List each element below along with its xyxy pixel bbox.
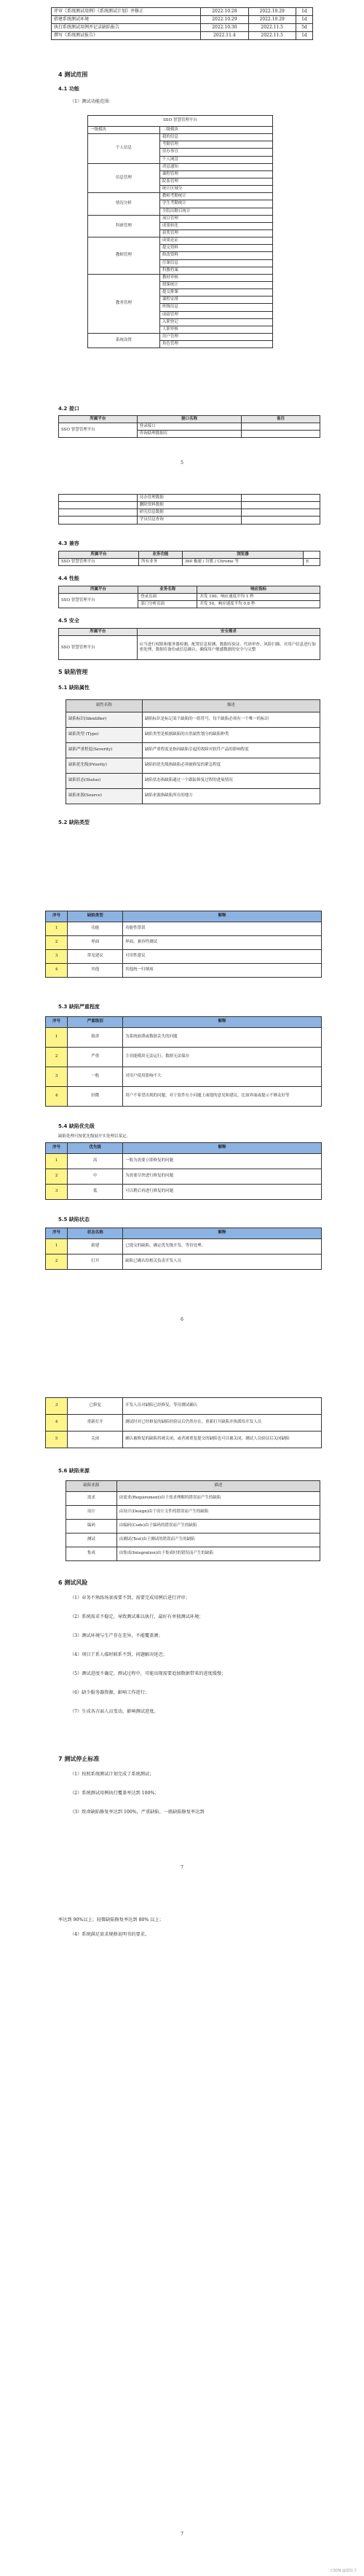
column-header: 严重级别: [68, 1017, 123, 1028]
column-header: 解释: [123, 911, 322, 922]
attr-name-cell: 缺陷严重程度(Severity): [66, 743, 143, 758]
note-cell: [242, 509, 320, 517]
section-5-title: 5 缺陷管理: [58, 669, 88, 675]
attr-name-cell: 缺陷优先级(Priority): [66, 758, 143, 774]
row-key-cell: 关闭: [68, 1432, 123, 1448]
submodule-cell: 我的信息: [159, 134, 272, 141]
table-row: [46, 1067, 322, 1087]
row-key-cell: 已修复: [68, 1398, 123, 1415]
table-cell: 评审《系统测试用例》《系统测试计划》并修正: [52, 8, 201, 16]
row-key-cell: 功能: [68, 922, 123, 936]
table-header-row: [46, 1017, 322, 1028]
type-table: [45, 911, 322, 978]
submodule-cell: 学生考勤统计: [159, 200, 272, 208]
table-row: [88, 134, 273, 141]
platform-cell: [59, 502, 138, 509]
row-desc-cell: 其他统一归纳项: [123, 964, 322, 978]
row-number-cell: 1: [46, 922, 68, 936]
module-cell: 教师管理: [88, 237, 160, 275]
row-number-cell: 4: [46, 1087, 68, 1107]
submodule-cell: 课程安排: [159, 297, 272, 304]
submodule-cell: 课程管理: [159, 170, 272, 178]
table-row: [66, 743, 320, 758]
section-7-title: 7 测试停止标准: [58, 1756, 100, 1762]
table-header-row: [66, 1481, 320, 1492]
table-row: [46, 936, 322, 950]
stop-cont: 率达到 90%以上；轻微缺陷修复率达到 80% 以上；: [58, 1917, 164, 1923]
table-row: [52, 8, 313, 16]
status-table-cont: [45, 1397, 322, 1448]
iface-table-cont: [58, 494, 320, 525]
row-number-cell: 2: [46, 1169, 68, 1185]
row-key-cell: 中: [68, 1169, 123, 1185]
attr-desc-cell: 缺陷状态指缺陷通过一个跟踪修复过程的进展情况: [142, 774, 320, 789]
platform-cell: [59, 517, 138, 524]
table-row: [66, 1492, 320, 1506]
submodule-cell: 提交排课: [159, 289, 272, 297]
row-desc-cell: 功能性错误: [123, 922, 322, 936]
submodule-cell: 用户管理: [159, 333, 272, 340]
table-cell: 登录页面: [138, 594, 197, 601]
submodule-cell: 成绩管理: [159, 311, 272, 318]
security-text-cell: 应当进行权限和服务器检测，配置信息检测、数据库验证、代码审查、风险扫描，对用户信息进行加密处理，数据库备份或信息确认；确保用户敏感数据的安全与完整: [137, 636, 320, 660]
perf-table: [58, 586, 320, 608]
table-cell: 2022.10.29: [248, 8, 296, 16]
table-cell: 并发 100，响应速度平均 1 秒: [197, 594, 320, 601]
row-desc-cell: 可以稍后再进行修复的问题: [123, 1185, 322, 1200]
row-key-cell: 其他: [68, 964, 123, 978]
table-row: [66, 1547, 320, 1561]
row-key-cell: 打开: [68, 1254, 123, 1270]
column-header: 状态名称: [68, 1228, 123, 1239]
row-number-cell: 4: [46, 964, 68, 978]
table-row: [46, 1154, 322, 1169]
table-row: [66, 758, 320, 774]
row-number-cell: 5: [46, 1432, 68, 1448]
submodule-cell: 提交资料: [159, 245, 272, 252]
table-header-row: [59, 551, 320, 559]
attr-name-cell: 缺陷来源(Source): [66, 789, 143, 804]
column-header: 序号: [46, 1017, 68, 1028]
submodule-cell: 入职登记: [159, 318, 272, 326]
column-header: 优先级: [68, 1143, 123, 1154]
attr-desc-cell: 缺陷的优先级指缺陷必须被修复的紧急程度: [142, 758, 320, 774]
table-row: [88, 274, 273, 281]
table-header-row: [59, 416, 320, 423]
row-desc-cell: 用户不希望出现的问题，对于软件在小问题上面提的意见和建议，比如界面或提示不够友好等: [123, 1087, 322, 1107]
note-cell: [242, 495, 320, 502]
column-header: 序号: [46, 1228, 68, 1239]
platform-cell: [59, 495, 138, 502]
table-header-row: [59, 586, 320, 594]
stop-item-4: （4）系统满足需求规格说明书的要求。: [70, 1932, 150, 1937]
column-header: 所属平台: [59, 551, 139, 559]
platform-cell: SSO 智慧管理平台: [59, 636, 138, 660]
table-row: [46, 1169, 322, 1185]
section-4-2-title: 4.2 接口: [58, 406, 79, 412]
table-cell: 执行系统测试用例并记录缺陷报告: [52, 24, 201, 32]
row-number-cell: 4: [46, 1415, 68, 1432]
row-number-cell: 3: [46, 1067, 68, 1087]
source-name-cell: 设计: [66, 1506, 117, 1520]
platform-cell: SSO 智慧管理平台: [59, 594, 138, 608]
table-row: [59, 495, 320, 502]
table-row: [66, 1520, 320, 1534]
section-4-title: 4 测试范围: [58, 71, 88, 78]
row-number-cell: 3: [46, 1398, 68, 1415]
page-number-5: 5: [181, 460, 183, 466]
list-item: （3）测试环境与生产存在差异，不能覆盖测；: [70, 1633, 163, 1638]
module-cell: 科研管理: [88, 215, 160, 237]
table-row: [52, 32, 313, 40]
submodule-cell: 消息通知: [159, 163, 272, 170]
submodule-cell: 统计区域分: [159, 186, 272, 193]
table-row: [52, 16, 313, 24]
list-item: （1）按照系统测试计划完成了系统测试；: [70, 1772, 154, 1777]
row-number-cell: 1: [46, 1154, 68, 1169]
table-title: SSO 智慧管理平台: [88, 116, 273, 127]
list-item: （3）致命缺陷修复率达到 100%，严重缺陷、一般缺陷修复率达到: [70, 1810, 205, 1815]
iface-name-cell: 待办管理数据: [137, 495, 242, 502]
table-row: [59, 509, 320, 517]
column-header: 备注: [242, 416, 320, 423]
row-number-cell: 1: [46, 1028, 68, 1048]
list-item: （2）系统需求不稳定，导致测试难以执行，最好有单独测试环境；: [70, 1614, 204, 1619]
table-row: [88, 193, 273, 200]
footer-watermark: CSDN @鄢知卫: [331, 2568, 357, 2573]
source-desc-cell: 由编码(Code)由于编码的错误而产生的缺陷: [116, 1520, 320, 1534]
row-desc-cell: 为需要尽快进行修复的问题: [123, 1169, 322, 1185]
table-cell: 2022.10.29: [248, 16, 296, 24]
table-cell: SSO 智慧管理平台: [59, 559, 139, 566]
table-cell: 5d: [296, 24, 312, 32]
list-item: （1）业务不熟练场景需要不到，需要完成用例后进行评审；: [70, 1595, 190, 1601]
column-header: 描述: [142, 700, 320, 712]
table-row: [88, 215, 273, 222]
source-desc-cell: 由需求(Requirement)由于需求理解的错误而产生的缺陷: [116, 1492, 320, 1506]
column-header: [304, 551, 320, 559]
table-cell: 搭建系统测试环境: [52, 16, 201, 24]
row-key-cell: 界面: [68, 936, 123, 950]
sev-table: [45, 1016, 322, 1107]
table-row: [46, 1048, 322, 1067]
submodule-cell: 成果转化: [159, 222, 272, 229]
column-header: 描述: [116, 1481, 320, 1492]
row-desc-cell: 主功能模块无法运行，数据无法保存: [123, 1048, 322, 1067]
column-header: 浏览器: [182, 551, 304, 559]
column-header: 序号: [46, 911, 68, 922]
iface-table: [58, 415, 320, 438]
table-row: [88, 237, 273, 245]
row-desc-cell: 一般为需要立即修复的问题: [123, 1154, 322, 1169]
column-header: 序号: [46, 1143, 68, 1154]
column-header: 解释: [123, 1228, 322, 1239]
module-cell: 个人信息: [88, 134, 160, 164]
iface-name-cell: 登录接口: [137, 423, 242, 431]
submodule-cell: 教师考勤统计: [159, 193, 272, 200]
table-row: [59, 559, 320, 566]
submodule-cell: 授课统计: [159, 281, 272, 288]
row-key-cell: 一般: [68, 1067, 123, 1087]
table-header-row: [88, 127, 273, 134]
table-cell: E: [304, 559, 320, 566]
row-key-cell: 新建: [68, 1239, 123, 1254]
section-4-4-title: 4.4 性能: [58, 576, 79, 581]
table-row: [46, 1028, 322, 1048]
module-cell: 教务管理: [88, 274, 160, 333]
submodule-cell: 修改资料: [159, 252, 272, 259]
row-desc-cell: 可用性建议: [123, 950, 322, 964]
column-header: 二级模块: [159, 127, 272, 134]
list-item: （6）缺少服务器资源，影响工作进行；: [70, 1690, 150, 1695]
table-row: [88, 163, 273, 170]
table-row: [46, 1254, 322, 1270]
table-cell: 2022.11.4: [201, 32, 248, 40]
row-desc-cell: 界面，兼容性测试: [123, 936, 322, 950]
column-header: 解释: [123, 1143, 322, 1154]
attr-desc-cell: 缺陷标识是标记某个缺陷的一组符号，每个缺陷必须有一个唯一的标识: [142, 712, 320, 728]
attr-name-cell: 缺陷标识(Identifier): [66, 712, 143, 728]
column-header: 接口名称: [137, 416, 242, 423]
table-row: [46, 964, 322, 978]
column-header: 响应指标: [197, 586, 320, 594]
table-row: [66, 1534, 320, 1547]
table-cell: 撰写《系统测试报告》: [52, 32, 201, 40]
column-header: 所属平台: [59, 416, 138, 423]
note-cell: [242, 423, 320, 431]
row-desc-cell: 为系统崩溃或数据丢失的问题: [123, 1028, 322, 1048]
list-item: （2）系统测试用例执行覆盖率达到 100%；: [70, 1791, 159, 1796]
attr-desc-cell: 缺陷来源指缺陷所在的地方: [142, 789, 320, 804]
table-cell: 1d: [296, 16, 312, 24]
row-key-cell: 轻微: [68, 1087, 123, 1107]
section-5-6-title: 5.6 缺陷来源: [58, 1468, 90, 1474]
row-number-cell: 3: [46, 950, 68, 964]
table-row: [46, 1398, 322, 1415]
row-desc-cell: 开发人员对缺陷已经修复，等待测试确认: [123, 1398, 322, 1415]
table-row: [66, 789, 320, 804]
submodule-cell: 院系管理: [159, 178, 272, 185]
submodule-cell: 教材审核: [159, 274, 272, 281]
table-cell: 2022.11.5: [248, 32, 296, 40]
submodule-cell: 待办事宜: [159, 149, 272, 156]
section-4-5-title: 4.5 安全: [58, 618, 79, 624]
section-4-3-title: 4.3 兼容: [58, 541, 79, 546]
source-desc-cell: 由设计(Design)由于设计文件的错误而产生的缺陷: [116, 1506, 320, 1520]
submodule-cell: 科教档案: [159, 267, 272, 274]
attr-name-cell: 缺陷状态(Status): [66, 774, 143, 789]
table-row: [88, 333, 273, 340]
note-cell: [242, 502, 320, 509]
table-row: [66, 1506, 320, 1520]
note-cell: [242, 517, 320, 524]
table-header-row: [46, 1143, 322, 1154]
table-row: [59, 594, 320, 601]
column-header: 所属平台: [59, 629, 138, 636]
column-header: 安全需求: [137, 629, 320, 636]
section-5-2-title: 5.2 缺陷类型: [58, 820, 90, 825]
submodule-cell: 任课信息: [159, 259, 272, 267]
table-cell: 2022.10.30: [201, 24, 248, 32]
section-6-title: 6 测试风险: [58, 1579, 88, 1586]
row-key-cell: 高: [68, 1154, 123, 1169]
row-key-cell: 常见建议: [68, 950, 123, 964]
submodule-cell: 项目管理: [159, 215, 272, 222]
compat-table: [58, 551, 320, 566]
table-row: [66, 712, 320, 728]
table-header-row: [66, 700, 320, 712]
table-header-row: [46, 911, 322, 922]
submodule-cell: 班级信息: [159, 304, 272, 311]
iface-name-cell: 删除资料数据: [137, 502, 242, 509]
submodule-cell: 考勤管理: [159, 141, 272, 149]
page-number-7a: 7: [181, 1865, 183, 1870]
column-header: 缺陷类型: [68, 911, 123, 922]
source-name-cell: 集成: [66, 1547, 117, 1561]
column-header: 缺陷来源: [66, 1481, 117, 1492]
table-row: [66, 728, 320, 743]
section-5-5-title: 5.5 缺陷状态: [58, 1217, 90, 1222]
submodule-cell: 角色管理: [159, 341, 272, 348]
row-desc-cell: 已提交的缺陷，确定优先级开发，等待处理。: [123, 1239, 322, 1254]
section-5-4-title: 5.4 缺陷优先级: [58, 1123, 95, 1129]
module-cell: 系统设置: [88, 333, 160, 347]
row-key-cell: 低: [68, 1185, 123, 1200]
table-cell: 部门分析页面: [138, 601, 197, 608]
list-item: （4）项目干系人临时联系不到，问题解决延迟；: [70, 1652, 167, 1657]
submodule-cell: 全院出勤日统计: [159, 208, 272, 215]
table-header-row: [59, 629, 320, 636]
page-number-6: 6: [181, 1317, 183, 1322]
table-cell: 1d: [296, 8, 312, 16]
source-desc-cell: 由测试(Test)由于测试的错误而产生的缺陷: [116, 1534, 320, 1547]
table-row: [52, 24, 313, 32]
section-5-3-title: 5.3 缺陷严重程度: [58, 1004, 100, 1010]
list-item: （5）测试进度不确定，测试过程中，可能出现需要追加数据带来的进度缓慢；: [70, 1671, 226, 1676]
table-title-row: [88, 116, 273, 127]
table-row: [46, 1239, 322, 1254]
table-cell: 2022.10.29: [201, 16, 248, 24]
func-scope-note: （1）测试功能范围：: [70, 99, 114, 104]
column-header: 属性名称: [66, 700, 143, 712]
revision-table: [51, 7, 313, 40]
table-row: [46, 950, 322, 964]
column-header: 所属平台: [59, 586, 138, 594]
status-table: [45, 1228, 322, 1270]
module-cell: 情况分析: [88, 193, 160, 215]
func-table: [87, 115, 273, 348]
column-header: 一级模块: [88, 127, 160, 134]
table-row: [46, 1087, 322, 1107]
table-row: [46, 1415, 322, 1432]
table-row: [59, 423, 320, 431]
row-key-cell: 严重: [68, 1048, 123, 1067]
source-table: [66, 1480, 320, 1561]
table-row: [59, 636, 320, 660]
section-5-1-title: 5.1 缺陷属性: [58, 685, 90, 691]
note-cell: [242, 431, 320, 438]
source-name-cell: 需求: [66, 1492, 117, 1506]
column-header: 业务名称: [138, 586, 197, 594]
row-number-cell: 2: [46, 1254, 68, 1270]
table-row: [46, 1185, 322, 1200]
table-row: [59, 502, 320, 509]
row-key-cell: 致命: [68, 1028, 123, 1048]
table-row: [46, 1432, 322, 1448]
table-cell: 2022.11.5: [248, 24, 296, 32]
row-desc-cell: 测试时对已经修复的缺陷经验证后仍然存在，重新打开缺陷并指派给开发人员: [123, 1415, 322, 1432]
row-desc-cell: 缺陷已确认给相关负责开发人员: [123, 1254, 322, 1270]
row-number-cell: 1: [46, 1239, 68, 1254]
row-key-cell: 重新打开: [68, 1415, 123, 1432]
submodule-cell: 人职审核: [159, 326, 272, 333]
row-number-cell: 2: [46, 936, 68, 950]
column-header: 业务功能: [139, 551, 182, 559]
attr-table: [66, 699, 320, 804]
table-cell: 2022.10.28: [201, 8, 248, 16]
submodule-cell: 个人网盘: [159, 156, 272, 163]
row-number-cell: 2: [46, 1048, 68, 1067]
table-row: [46, 922, 322, 936]
attr-desc-cell: 缺陷类型是根据缺陷的自然属性划分的缺陷种类: [142, 728, 320, 743]
table-row: [66, 774, 320, 789]
table-cell: 并发 50，响应速度平均 0.8 秒: [197, 601, 320, 608]
submodule-cell: 成果论证: [159, 237, 272, 245]
sec-table: [58, 628, 320, 660]
row-desc-cell: 确认被修复的缺陷将被关闭，或者被重复提交的缺陷也可以被关闭，测试人员验证后关闭缺陷: [123, 1432, 322, 1448]
column-header: 解释: [123, 1017, 322, 1028]
page-number-7b: 7: [181, 2532, 183, 2537]
submodule-cell: 获奖管理: [159, 229, 272, 237]
section-4-1-title: 4.1 功能: [58, 86, 79, 92]
module-cell: 信息管理: [88, 163, 160, 193]
source-desc-cell: 由集成(Integration)由于集成时的错误而产生的缺陷: [116, 1547, 320, 1561]
table-cell: 所有业务: [139, 559, 182, 566]
table-row: [59, 517, 320, 524]
platform-cell: SSO 智慧管理平台: [59, 423, 138, 438]
platform-cell: [59, 509, 138, 517]
row-number-cell: 3: [46, 1185, 68, 1200]
pri-table: [45, 1142, 322, 1200]
attr-name-cell: 缺陷类型 (Type): [66, 728, 143, 743]
list-item: （7）生成各方面人员变动，影响测试进度。: [70, 1709, 159, 1714]
table-cell: 360 极速 / 谷歌 / Chrome 等: [182, 559, 304, 566]
row-desc-cell: 对用户使用影响不大: [123, 1067, 322, 1087]
priority-note: 缺陷处理可按优先级展开实处理以某定。: [58, 1134, 131, 1139]
iface-name-cell: 学员信息查询: [137, 517, 242, 524]
source-name-cell: 测试: [66, 1534, 117, 1547]
iface-name-cell: 咨询助理数据库: [137, 431, 242, 438]
table-header-row: [46, 1228, 322, 1239]
attr-desc-cell: 缺陷严重程度是指因缺陷引起的故障对软件产品的影响程度: [142, 743, 320, 758]
source-name-cell: 编码: [66, 1520, 117, 1534]
table-cell: 1d: [296, 32, 312, 40]
iface-name-cell: 研究信息数据: [137, 509, 242, 517]
